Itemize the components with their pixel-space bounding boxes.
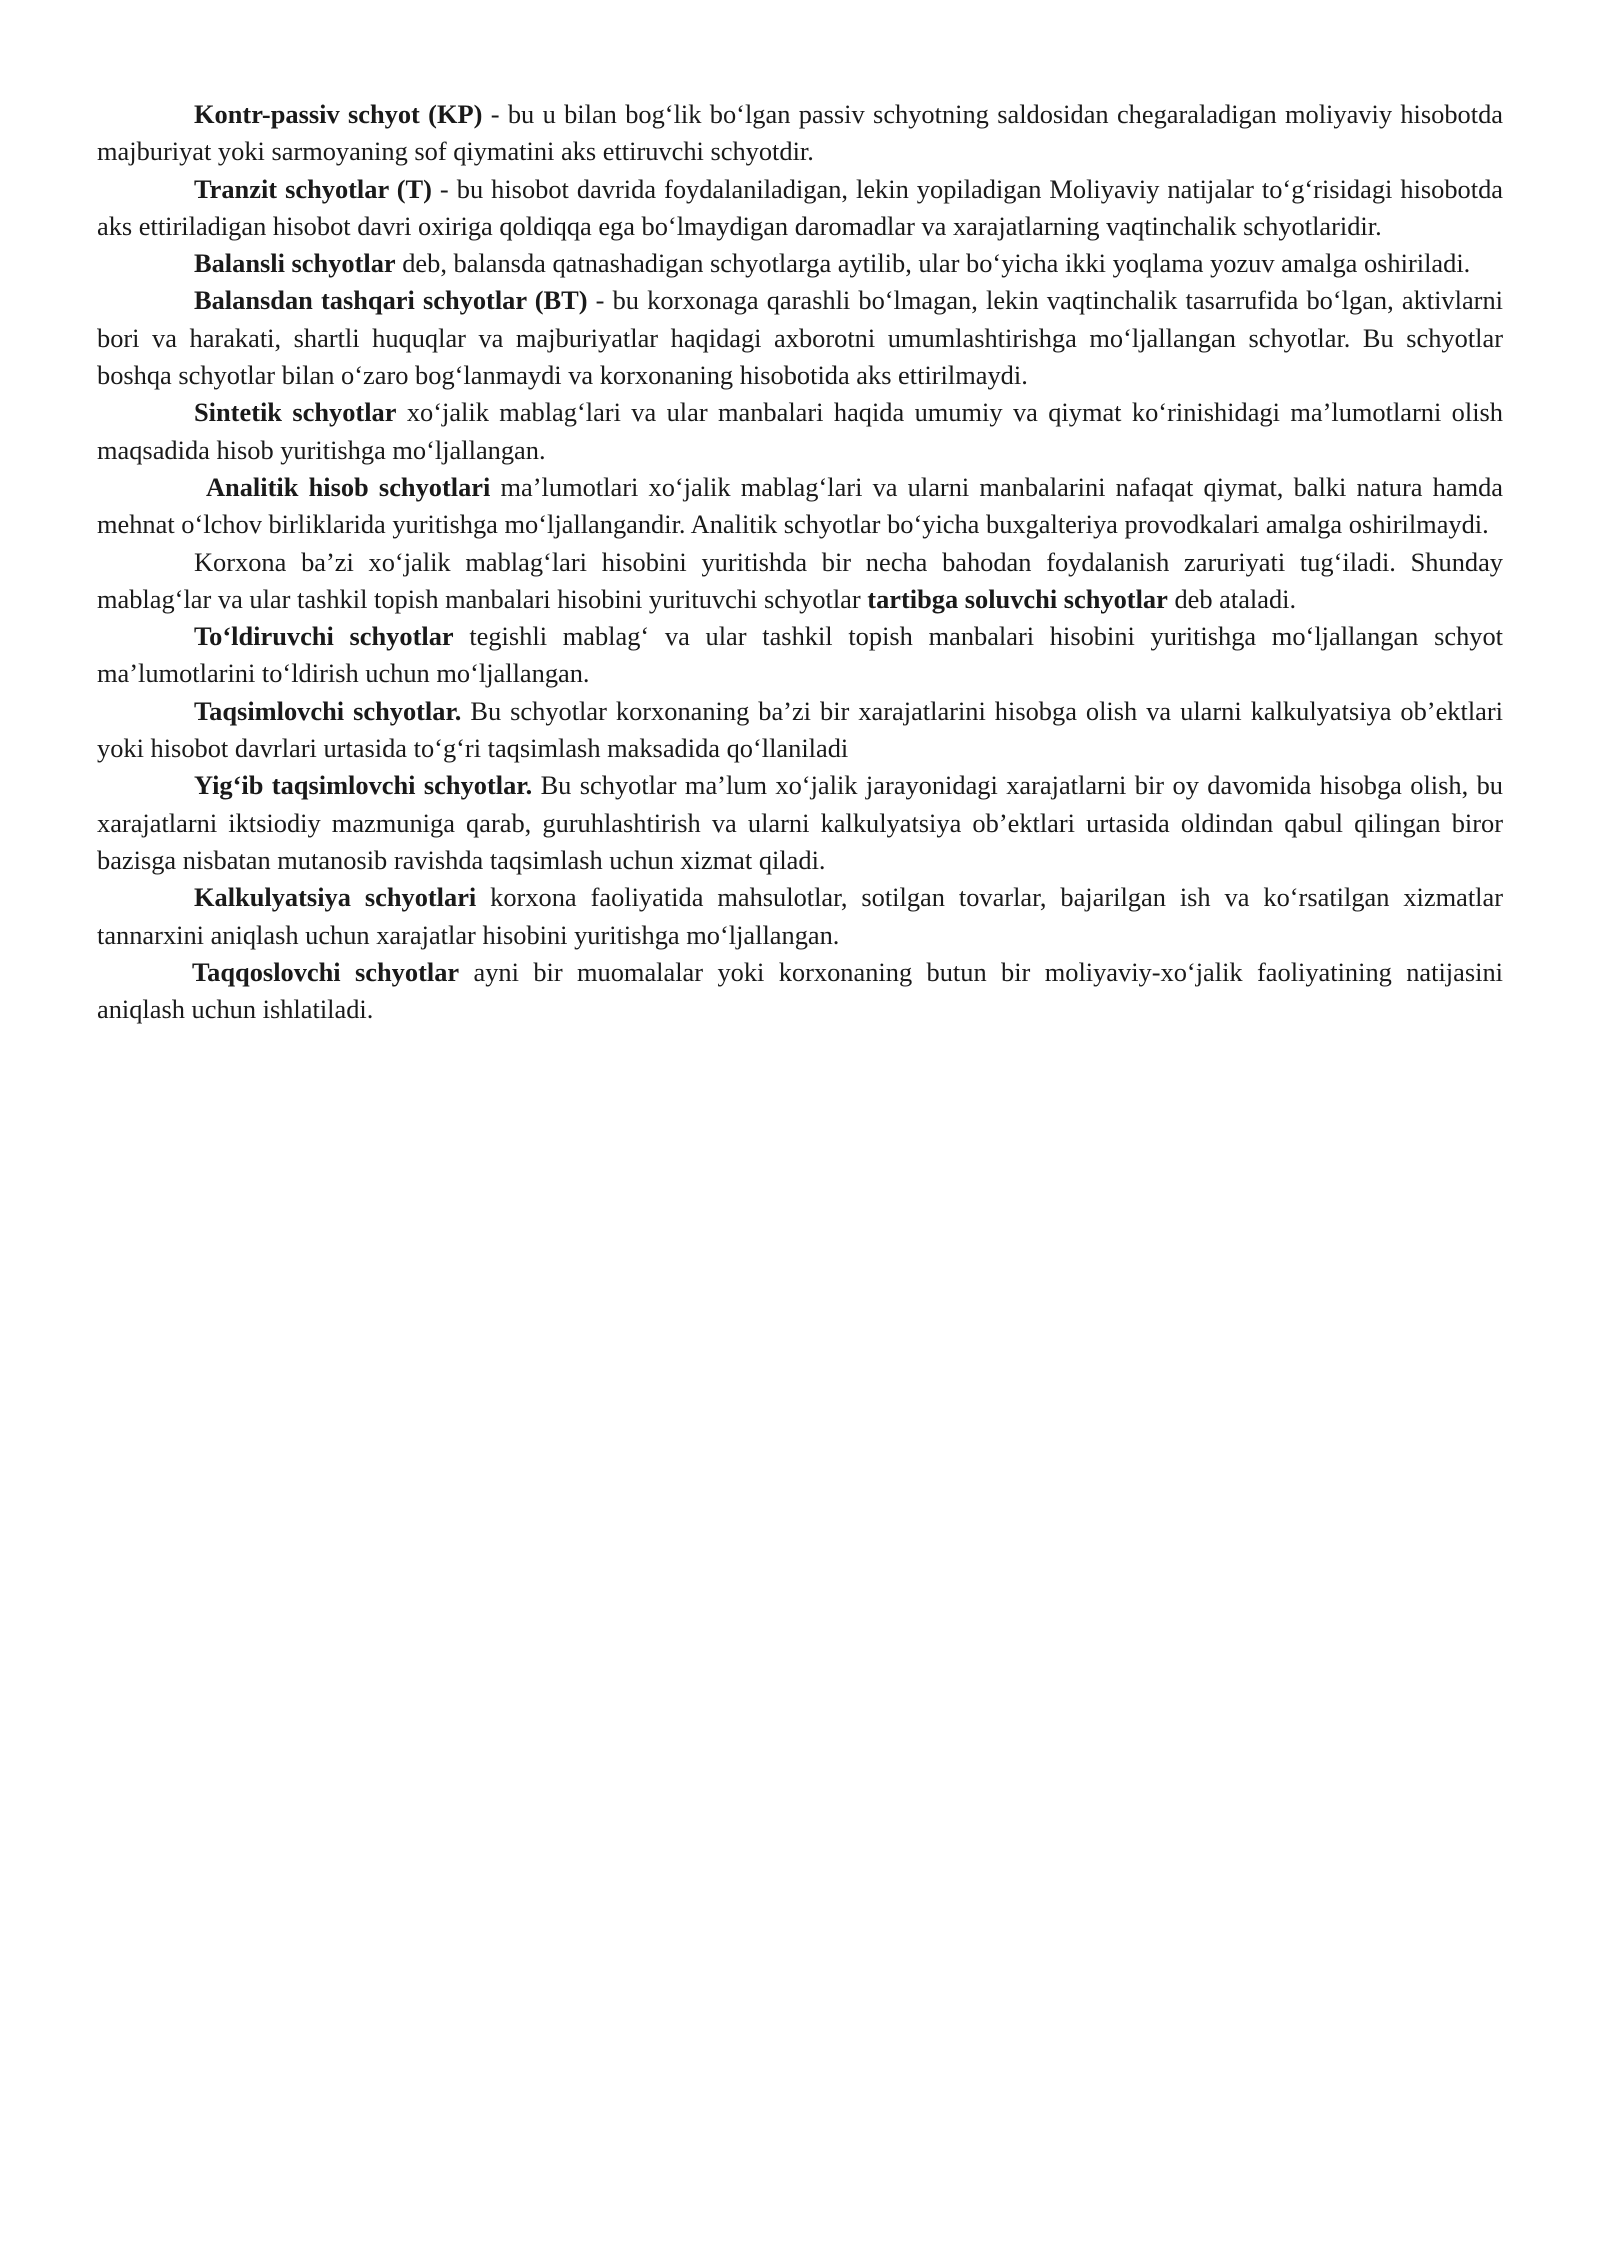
term-tranzit: Tranzit schyotlar (T) <box>194 173 432 204</box>
paragraph-yigib-taqsimlovchi <box>97 767 1503 879</box>
term-kontr-passiv: Kontr-passiv schyot (KP) <box>194 99 483 129</box>
document-page <box>97 96 1503 1028</box>
definition-balansli: deb, balansda qatnashadigan schyotlarga aytilib, ular bo‘yicha ikki yoqlama yozuv amalga oshiriladi. <box>395 248 1471 279</box>
definition-kontr-passiv: - bu u bilan bog‘lik bo‘lgan passiv schyotning saldosidan chegaraladigan moliyaviy hisobotda majburiyat yoki sarmoyaning sof qiymatini aks ettiruvchi schyotdir. <box>97 99 1503 167</box>
paragraph-kalkulyatsiya <box>97 879 1503 954</box>
term-kalkulyatsiya: Kalkulyatsiya schyotlari <box>194 882 477 913</box>
definition-toldiruvchi: tegishli mablag‘ va ular tashkil topish manbalari hisobini yuritishga mo‘ljallangan schyot ma’lumotlarini to‘ldirish uchun mo‘ljallangan. <box>97 621 1503 689</box>
paragraph-balansli <box>97 245 1503 282</box>
definition-analitik: ma’lumotlari xo‘jalik mablag‘lari va ularni manbalarini nafaqat qiymat, balki natura hamda mehnat o‘lchov birliklarida yuritishga mo‘ljallangandir. Analitik schyotlar bo‘yicha buxgalteriya provodkalari amalga oshirilmaydi. <box>97 471 1504 540</box>
definition-tartibga-soluvchi: deb ataladi. <box>1167 583 1297 614</box>
term-taqsimlovchi: Taqsimlovchi schyotlar. <box>194 695 462 726</box>
paragraph-tartibga-soluvchi <box>97 544 1503 619</box>
term-yigib-taqsimlovchi: Yig‘ib taqsimlovchi schyotlar. <box>194 770 533 801</box>
paragraph-tranzit <box>97 171 1503 246</box>
paragraph-balansdan-tashqari <box>97 282 1503 394</box>
paragraph-sintetik <box>97 394 1503 469</box>
term-sintetik: Sintetik schyotlar <box>194 397 397 428</box>
paragraph-toldiruvchi <box>97 618 1503 693</box>
definition-kalkulyatsiya: korxona faoliyatida mahsulotlar, sotilgan tovarlar, bajarilgan ish va ko‘rsatilgan xizmatlar tannarxini aniqlash uchun xarajatlar hisobini yuritishga mo‘ljallangan. <box>97 882 1503 950</box>
paragraph-taqqoslovchi <box>97 954 1503 1029</box>
term-taqqoslovchi: Taqqoslovchi schyotlar <box>192 956 460 987</box>
paragraph-taqsimlovchi <box>97 693 1503 768</box>
intro-tartibga-soluvchi: Korxona ba’zi xo‘jalik mablag‘lari hisobini yuritishda bir necha bahodan foydalanish zaruriyati tug‘iladi. Shunday mablag‘lar va ular tashkil topish manbalari hisobini yurituvchi schyotlar <box>97 546 1503 614</box>
definition-tranzit: - bu hisobot davrida foydalaniladigan, lekin yopiladigan Moliyaviy natijalar to‘g‘risidagi hisobotda aks ettiriladigan hisobot davri oxiriga qoldiqqa ega bo‘lmaydigan daromadlar va xarajatlarning vaqtinchalik schyotlaridir. <box>97 173 1503 241</box>
term-toldiruvchi: To‘ldiruvchi schyotlar <box>194 621 454 652</box>
definition-yigib-taqsimlovchi: Bu schyotlar ma’lum xo‘jalik jarayonidagi xarajatlarni bir oy davomida hisobga olish, bu xarajatlarni iktsiodiy mazmuniga qarab, guruhlashtirish va ularni kalkulyatsiya ob’ektlari urtasida oldindan qabul qilingan biror bazisga nisbatan mutanosib ravishda taqsimlash uchun xizmat qiladi. <box>97 770 1504 875</box>
definition-taqsimlovchi: Bu schyotlar korxonaning ba’zi bir xarajatlarini hisobga olish va ularni kalkulyatsiya ob’ektlari yoki hisobot davrlari urtasida to‘g‘ri taqsimlash maksadida qo‘llaniladi <box>97 695 1503 764</box>
definition-taqqoslovchi: ayni bir muomalalar yoki korxonaning butun bir moliyaviy-xo‘jalik faoliyatining natijasini aniqlash uchun ishlatiladi. <box>97 956 1503 1025</box>
term-balansli: Balansli schyotlar <box>194 248 396 279</box>
definition-balansdan-tashqari: - bu korxonaga qarashli bo‘lmagan, lekin vaqtinchalik tasarrufida bo‘lgan, aktivlarni bori va harakati, shartli huquqlar va majburiyatlar haqidagi axborotni umumlashtirishga mo‘ljallangan schyotlar. Bu schyotlar boshqa schyotlar bilan o‘zaro bog‘lanmaydi va korxonaning hisobotida aks ettirilmaydi. <box>97 285 1503 391</box>
paragraph-kontr-passiv <box>97 96 1503 171</box>
paragraph-analitik <box>97 469 1503 544</box>
term-tartibga-soluvchi: tartibga soluvchi schyotlar <box>867 583 1168 614</box>
term-balansdan-tashqari: Balansdan tashqari schyotlar (BT) <box>194 285 588 316</box>
definition-sintetik: xo‘jalik mablag‘lari va ular manbalari haqida umumiy va qiymat ko‘rinishidagi ma’lumotlarni olish maqsadida hisob yuritishga mo‘ljallangan. <box>97 397 1504 465</box>
term-analitik: Analitik hisob schyotlari <box>206 471 491 502</box>
